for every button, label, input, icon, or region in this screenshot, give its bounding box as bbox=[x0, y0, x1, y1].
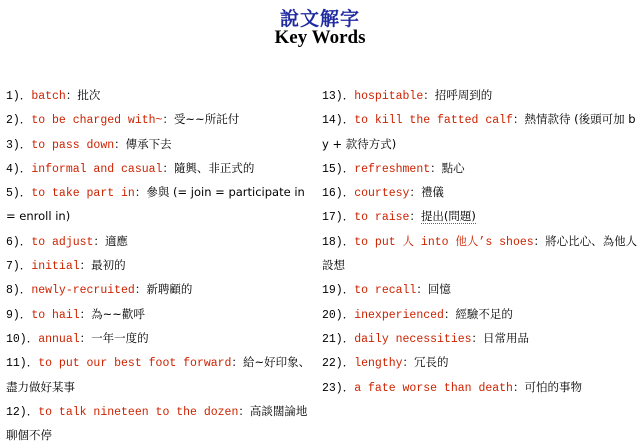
item-term: hospitable bbox=[354, 90, 424, 103]
item-term: to pass down bbox=[31, 138, 115, 152]
item-meaning: 招呼周到的 bbox=[434, 88, 493, 102]
item-meaning: 禮儀 bbox=[420, 185, 444, 200]
item-meaning: 可怕的事物 bbox=[524, 379, 582, 394]
vocab-item bbox=[322, 157, 638, 181]
item-meaning: 提出(問題) bbox=[420, 209, 476, 224]
vocab-item bbox=[322, 230, 638, 279]
item-term: to recall bbox=[354, 284, 417, 298]
vocab-item bbox=[6, 400, 318, 448]
item-colon: ： bbox=[162, 162, 174, 176]
vocab-item bbox=[322, 327, 638, 351]
item-colon: ： bbox=[430, 162, 442, 176]
item-number: 10)． bbox=[6, 332, 39, 346]
item-term: newly-recruited bbox=[31, 284, 135, 298]
item-term: lengthy bbox=[354, 357, 403, 371]
vocab-column-right bbox=[322, 84, 638, 400]
item-number: 1)． bbox=[6, 90, 32, 103]
item-number: 21)． bbox=[322, 332, 355, 346]
page-title-chinese: 說文解字 bbox=[279, 8, 360, 30]
item-term: to hail bbox=[31, 308, 80, 322]
item-colon: ： bbox=[65, 90, 78, 103]
item-meaning: 熱情款待 (後頭可加 by + 款待方式) bbox=[322, 112, 636, 151]
item-colon: ： bbox=[423, 90, 435, 103]
item-meaning: 最初的 bbox=[91, 258, 126, 273]
item-number: 17)． bbox=[322, 211, 355, 225]
page-title-english: Key Words bbox=[274, 27, 366, 48]
vocab-item bbox=[322, 303, 638, 327]
item-term: to take part in bbox=[31, 187, 135, 201]
item-colon: ： bbox=[114, 138, 126, 152]
item-number: 5)． bbox=[6, 187, 32, 201]
item-meaning: 點心 bbox=[441, 160, 465, 175]
vocab-item bbox=[322, 376, 638, 400]
item-colon: ： bbox=[471, 332, 484, 346]
item-colon: ： bbox=[134, 284, 147, 298]
item-meaning: 參與 (= join = participate in = enroll in) bbox=[6, 185, 305, 224]
item-number: 15)． bbox=[322, 162, 355, 176]
item-number: 23)． bbox=[322, 381, 355, 395]
item-meaning: 回憶 bbox=[427, 282, 451, 297]
item-number: 6)． bbox=[6, 235, 32, 249]
vocab-item bbox=[322, 205, 638, 229]
item-colon: ： bbox=[409, 187, 421, 201]
item-meaning: 傳承下去 bbox=[125, 136, 172, 151]
vocab-item bbox=[322, 108, 638, 157]
vocab-item bbox=[6, 157, 318, 181]
item-term: inexperienced bbox=[354, 308, 444, 322]
item-term: informal and casual bbox=[31, 162, 163, 176]
vocab-item bbox=[6, 303, 318, 327]
item-term: to kill the fatted calf bbox=[354, 114, 513, 128]
item-term: to put our best foot forward bbox=[38, 357, 232, 371]
vocab-item bbox=[6, 84, 318, 108]
item-colon: ： bbox=[512, 114, 525, 128]
item-colon: ： bbox=[416, 284, 428, 298]
item-term: refreshment bbox=[354, 162, 431, 176]
item-number: 19)． bbox=[322, 284, 355, 298]
item-meaning: 一年一度的 bbox=[91, 330, 149, 345]
item-colon: ： bbox=[443, 308, 456, 322]
vocab-item bbox=[6, 351, 318, 400]
item-number: 4)． bbox=[6, 162, 32, 176]
item-colon: ： bbox=[79, 260, 92, 274]
vocab-item bbox=[6, 230, 318, 254]
vocab-item bbox=[6, 181, 318, 230]
item-number: 2)． bbox=[6, 114, 32, 128]
item-term: to talk nineteen to the dozen bbox=[38, 405, 239, 419]
vocab-column-left bbox=[6, 84, 318, 448]
item-number: 16)． bbox=[322, 187, 355, 201]
vocab-item bbox=[6, 133, 318, 157]
item-term: to put 人 into 他人’s shoes bbox=[354, 235, 534, 249]
item-term: courtesy bbox=[354, 187, 410, 201]
vocab-item bbox=[6, 327, 318, 351]
item-number: 3)． bbox=[6, 138, 32, 152]
item-meaning: 隨興、非正式的 bbox=[173, 160, 255, 175]
vocab-item bbox=[6, 278, 318, 302]
item-meaning: 冗長的 bbox=[414, 355, 449, 370]
item-meaning: 批次 bbox=[77, 88, 101, 102]
vocab-item bbox=[322, 181, 638, 205]
item-colon: ： bbox=[409, 211, 421, 225]
item-meaning: 給~好印象、盡力做好某事 bbox=[6, 355, 311, 394]
item-meaning: 新聘顧的 bbox=[146, 282, 193, 297]
item-number: 13)． bbox=[322, 90, 355, 103]
item-number: 12)． bbox=[6, 405, 39, 419]
item-number: 7)． bbox=[6, 260, 32, 274]
item-meaning: 受~~所託付 bbox=[173, 112, 240, 127]
item-colon: ： bbox=[512, 381, 525, 395]
item-colon: ： bbox=[231, 357, 243, 371]
item-meaning: 將心比心、為他人設想 bbox=[322, 233, 638, 273]
vocab-item bbox=[6, 108, 318, 132]
vocab-item bbox=[322, 278, 638, 302]
item-term: to adjust bbox=[31, 235, 94, 249]
item-term: daily necessities bbox=[354, 332, 472, 346]
item-colon: ： bbox=[134, 187, 147, 201]
item-meaning: 經驗不足的 bbox=[455, 306, 513, 321]
item-term: a fate worse than death bbox=[354, 381, 513, 395]
item-number: 22)． bbox=[322, 357, 355, 371]
item-term: to be charged with~ bbox=[31, 114, 163, 128]
item-colon: ： bbox=[402, 357, 415, 371]
item-number: 14)． bbox=[322, 114, 355, 128]
item-colon: ： bbox=[162, 114, 174, 128]
item-colon: ： bbox=[238, 405, 250, 419]
item-number: 9)． bbox=[6, 308, 32, 322]
item-term: batch bbox=[31, 90, 66, 103]
vocab-item bbox=[6, 254, 318, 278]
item-meaning: 高談闊論地聊個不停 bbox=[6, 403, 308, 443]
item-number: 8)． bbox=[6, 284, 32, 298]
item-colon: ： bbox=[79, 308, 92, 322]
item-colon: ： bbox=[79, 332, 92, 346]
item-meaning: 適應 bbox=[104, 233, 128, 248]
item-meaning: 日常用品 bbox=[483, 330, 530, 345]
item-meaning: 為~~歡呼 bbox=[91, 306, 145, 321]
item-colon: ： bbox=[93, 235, 105, 249]
item-colon: ： bbox=[533, 235, 546, 249]
item-number: 20)． bbox=[322, 308, 355, 322]
item-term: initial bbox=[31, 260, 80, 274]
item-number: 11)． bbox=[6, 357, 39, 371]
item-term: to raise bbox=[354, 211, 410, 225]
item-term: annual bbox=[38, 332, 80, 346]
item-number: 18)． bbox=[322, 235, 355, 249]
vocab-item bbox=[322, 84, 638, 108]
vocab-item bbox=[322, 351, 638, 375]
